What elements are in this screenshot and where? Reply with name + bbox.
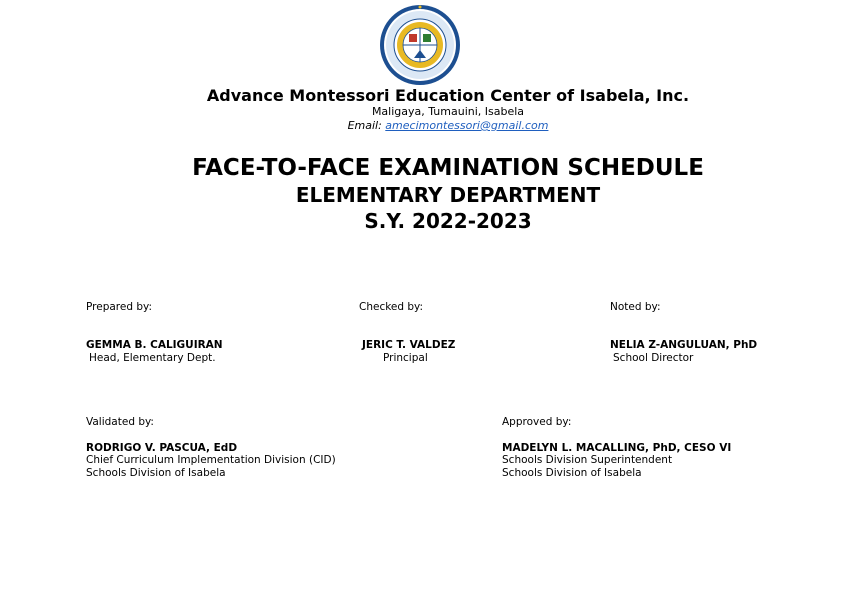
approved-by-name: MADELYN L. MACALLING, PhD, CESO VI [502, 442, 732, 454]
approved-by-position: Schools Division Superintendent [502, 454, 673, 466]
school-name: Advance Montessori Education Center of Isabela, Inc. [206, 86, 690, 105]
noted-by-position: School Director [613, 352, 694, 364]
document-title: FACE-TO-FACE EXAMINATION SCHEDULE [192, 155, 704, 181]
validated-by-label: Validated by: [86, 416, 154, 428]
prepared-by-label: Prepared by: [86, 301, 152, 313]
school-year-title: S.Y. 2022-2023 [364, 209, 532, 233]
noted-by-name: NELIA Z-ANGULUAN, PhD [610, 339, 758, 351]
approved-by-office: Schools Division of Isabela [502, 467, 642, 479]
checked-by-label: Checked by: [359, 301, 424, 313]
school-address: Maligaya, Tumauini, Isabela [371, 105, 525, 118]
prepared-by-name: GEMMA B. CALIGUIRAN [86, 339, 223, 351]
checked-by-position: Principal [383, 352, 428, 364]
department-title: ELEMENTARY DEPARTMENT [295, 183, 601, 207]
validated-by-office: Schools Division of Isabela [86, 467, 226, 479]
checked-by-name: JERIC T. VALDEZ [362, 339, 456, 351]
validated-by-name: RODRIGO V. PASCUA, EdD [86, 442, 238, 454]
email-line [27, 119, 842, 132]
email-link[interactable]: amecimontessori@gmail.com [385, 119, 549, 132]
prepared-by-position: Head, Elementary Dept. [89, 352, 216, 364]
noted-by-label: Noted by: [610, 301, 661, 313]
validated-by-position: Chief Curriculum Implementation Division (CID) [86, 454, 336, 466]
email-label: Email: [347, 119, 382, 132]
approved-by-label: Approved by: [502, 416, 572, 428]
school-seal-logo [379, 4, 461, 86]
